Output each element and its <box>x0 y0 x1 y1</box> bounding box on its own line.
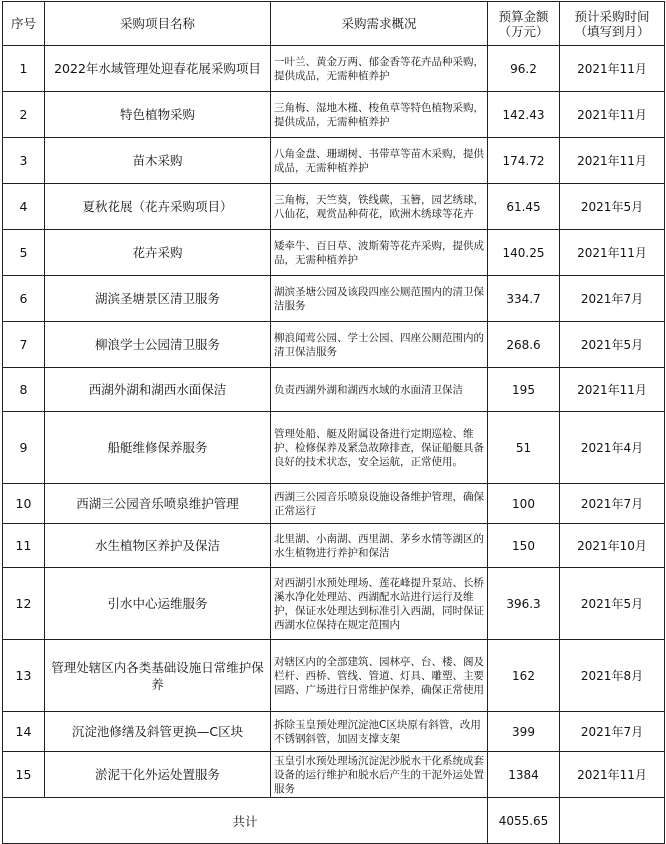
table-header-row <box>3 2 665 46</box>
row-name: 管理处辖区内各类基础设施日常维护保养 <box>45 640 271 712</box>
row-desc: 负责西湖外湖和湖西水域的水面清卫保洁 <box>271 368 488 412</box>
row-desc: 矮牵牛、百日草、波斯菊等花卉采购，提供成品，无需种植养护 <box>271 230 488 276</box>
row-amount: 396.3 <box>488 568 560 640</box>
table-row <box>3 184 665 230</box>
row-name: 西湖三公园音乐喷泉维护管理 <box>45 484 271 524</box>
row-no: 9 <box>3 412 45 484</box>
row-time: 2021年11月 <box>560 368 665 412</box>
row-no: 11 <box>3 524 45 568</box>
header-amount <box>488 2 560 46</box>
row-amount: 174.72 <box>488 138 560 184</box>
header-time <box>560 2 665 46</box>
row-amount: 162 <box>488 640 560 712</box>
row-time: 2021年7月 <box>560 276 665 322</box>
table-row <box>3 412 665 484</box>
row-amount: 150 <box>488 524 560 568</box>
row-time: 2021年5月 <box>560 322 665 368</box>
row-time: 2021年7月 <box>560 484 665 524</box>
row-no: 13 <box>3 640 45 712</box>
row-name: 沉淀池修缮及斜管更换—C区块 <box>45 712 271 752</box>
table-row <box>3 92 665 138</box>
row-time: 2021年4月 <box>560 412 665 484</box>
row-amount: 96.2 <box>488 46 560 92</box>
row-name: 湖滨圣塘景区清卫服务 <box>45 276 271 322</box>
table-row <box>3 484 665 524</box>
table-row <box>3 46 665 92</box>
row-desc: 对辖区内的全部建筑、园林亭、台、楼、阁及栏杆、西桥、管线、管道、灯具、雕塑、主要园路、广场进行日常维护保养，确保正常使用 <box>271 640 488 712</box>
row-desc: 西湖三公园音乐喷泉设施设备维护管理，确保正常运行 <box>271 484 488 524</box>
row-amount: 100 <box>488 484 560 524</box>
table-row <box>3 712 665 752</box>
row-no: 4 <box>3 184 45 230</box>
row-amount: 51 <box>488 412 560 484</box>
row-name: 船艇维修保养服务 <box>45 412 271 484</box>
row-no: 3 <box>3 138 45 184</box>
row-name: 2022年水域管理处迎春花展采购项目 <box>45 46 271 92</box>
table-row <box>3 524 665 568</box>
row-desc: 一叶兰、黄金万两、郁金香等花卉品种采购，提供成品，无需种植养护 <box>271 46 488 92</box>
row-desc: 柳浪闻莺公园、学士公园、四座公厕范围内的清卫保洁服务 <box>271 322 488 368</box>
row-desc: 管理处船、艇及附属设备进行定期巡检、维护、检修保养及紧急故障排查，保证船艇具备良好的技术状态，安全运航，正常使用。 <box>271 412 488 484</box>
header-no: 序号 <box>3 2 45 46</box>
row-no: 6 <box>3 276 45 322</box>
total-row <box>3 798 665 844</box>
row-desc: 拆除玉皇预处理沉淀池C区块原有斜管，改用不锈钢斜管，加固支撑支架 <box>271 712 488 752</box>
row-time: 2021年10月 <box>560 524 665 568</box>
row-name: 柳浪学士公园清卫服务 <box>45 322 271 368</box>
row-time: 2021年5月 <box>560 568 665 640</box>
header-desc: 采购需求概况 <box>271 2 488 46</box>
row-amount: 140.25 <box>488 230 560 276</box>
table-row <box>3 276 665 322</box>
row-desc: 北里湖、小南湖、西里湖、茅乡水情等湖区的水生植物进行养护和保洁 <box>271 524 488 568</box>
row-amount: 195 <box>488 368 560 412</box>
row-name: 淤泥干化外运处置服务 <box>45 752 271 798</box>
header-time-text: 预计采购时间 （填写到月） <box>574 8 650 39</box>
row-name: 苗木采购 <box>45 138 271 184</box>
row-amount: 1384 <box>488 752 560 798</box>
row-desc: 湖滨圣塘公园及该段四座公厕范围内的清卫保洁服务 <box>271 276 488 322</box>
table-row <box>3 752 665 798</box>
row-no: 7 <box>3 322 45 368</box>
procurement-table <box>2 1 665 844</box>
row-name: 夏秋花展（花卉采购项目） <box>45 184 271 230</box>
row-amount: 142.43 <box>488 92 560 138</box>
row-time: 2021年11月 <box>560 138 665 184</box>
row-time: 2021年11月 <box>560 230 665 276</box>
row-time: 2021年8月 <box>560 640 665 712</box>
table-row <box>3 322 665 368</box>
row-amount: 334.7 <box>488 276 560 322</box>
row-time: 2021年11月 <box>560 92 665 138</box>
row-name: 花卉采购 <box>45 230 271 276</box>
row-no: 2 <box>3 92 45 138</box>
row-desc: 三角梅，天竺葵，铁线蕨，玉簪，园艺绣球，八仙花，观赏品种荷花，欧洲木绣球等花卉 <box>271 184 488 230</box>
row-desc: 八角金盘、珊瑚树、书带草等苗木采购，提供成品，无需种植养护 <box>271 138 488 184</box>
row-name: 水生植物区养护及保洁 <box>45 524 271 568</box>
row-no: 15 <box>3 752 45 798</box>
row-desc: 对西湖引水预处理场、莲花峰提升泵站、长桥溪水净化处理站、西湖配水站进行运行及维护，保证水处理达到标准引入西湖，同时保证西湖水位保持在规定范围内 <box>271 568 488 640</box>
total-time-empty <box>560 798 665 844</box>
row-name: 引水中心运维服务 <box>45 568 271 640</box>
row-amount: 268.6 <box>488 322 560 368</box>
table-row <box>3 138 665 184</box>
table-row <box>3 368 665 412</box>
row-time: 2021年5月 <box>560 184 665 230</box>
row-time: 2021年7月 <box>560 712 665 752</box>
table-row <box>3 230 665 276</box>
total-amount: 4055.65 <box>488 798 560 844</box>
table-row <box>3 568 665 640</box>
row-no: 1 <box>3 46 45 92</box>
header-name: 采购项目名称 <box>45 2 271 46</box>
row-name: 特色植物采购 <box>45 92 271 138</box>
row-desc: 玉皇引水预处理场沉淀泥沙脱水干化系统成套设备的运行维护和脱水后产生的干泥外运处置服务 <box>271 752 488 798</box>
row-time: 2021年11月 <box>560 46 665 92</box>
row-amount: 399 <box>488 712 560 752</box>
row-no: 14 <box>3 712 45 752</box>
row-no: 12 <box>3 568 45 640</box>
row-no: 10 <box>3 484 45 524</box>
row-no: 8 <box>3 368 45 412</box>
row-desc: 三角梅、湿地木槿、梭鱼草等特色植物采购，提供成品，无需种植养护 <box>271 92 488 138</box>
row-no: 5 <box>3 230 45 276</box>
row-amount: 61.45 <box>488 184 560 230</box>
table-row <box>3 640 665 712</box>
total-label: 共计 <box>3 798 488 844</box>
row-name: 西湖外湖和湖西水面保洁 <box>45 368 271 412</box>
row-time: 2021年11月 <box>560 752 665 798</box>
header-amount-text: 预算金额 （万元） <box>498 8 549 39</box>
